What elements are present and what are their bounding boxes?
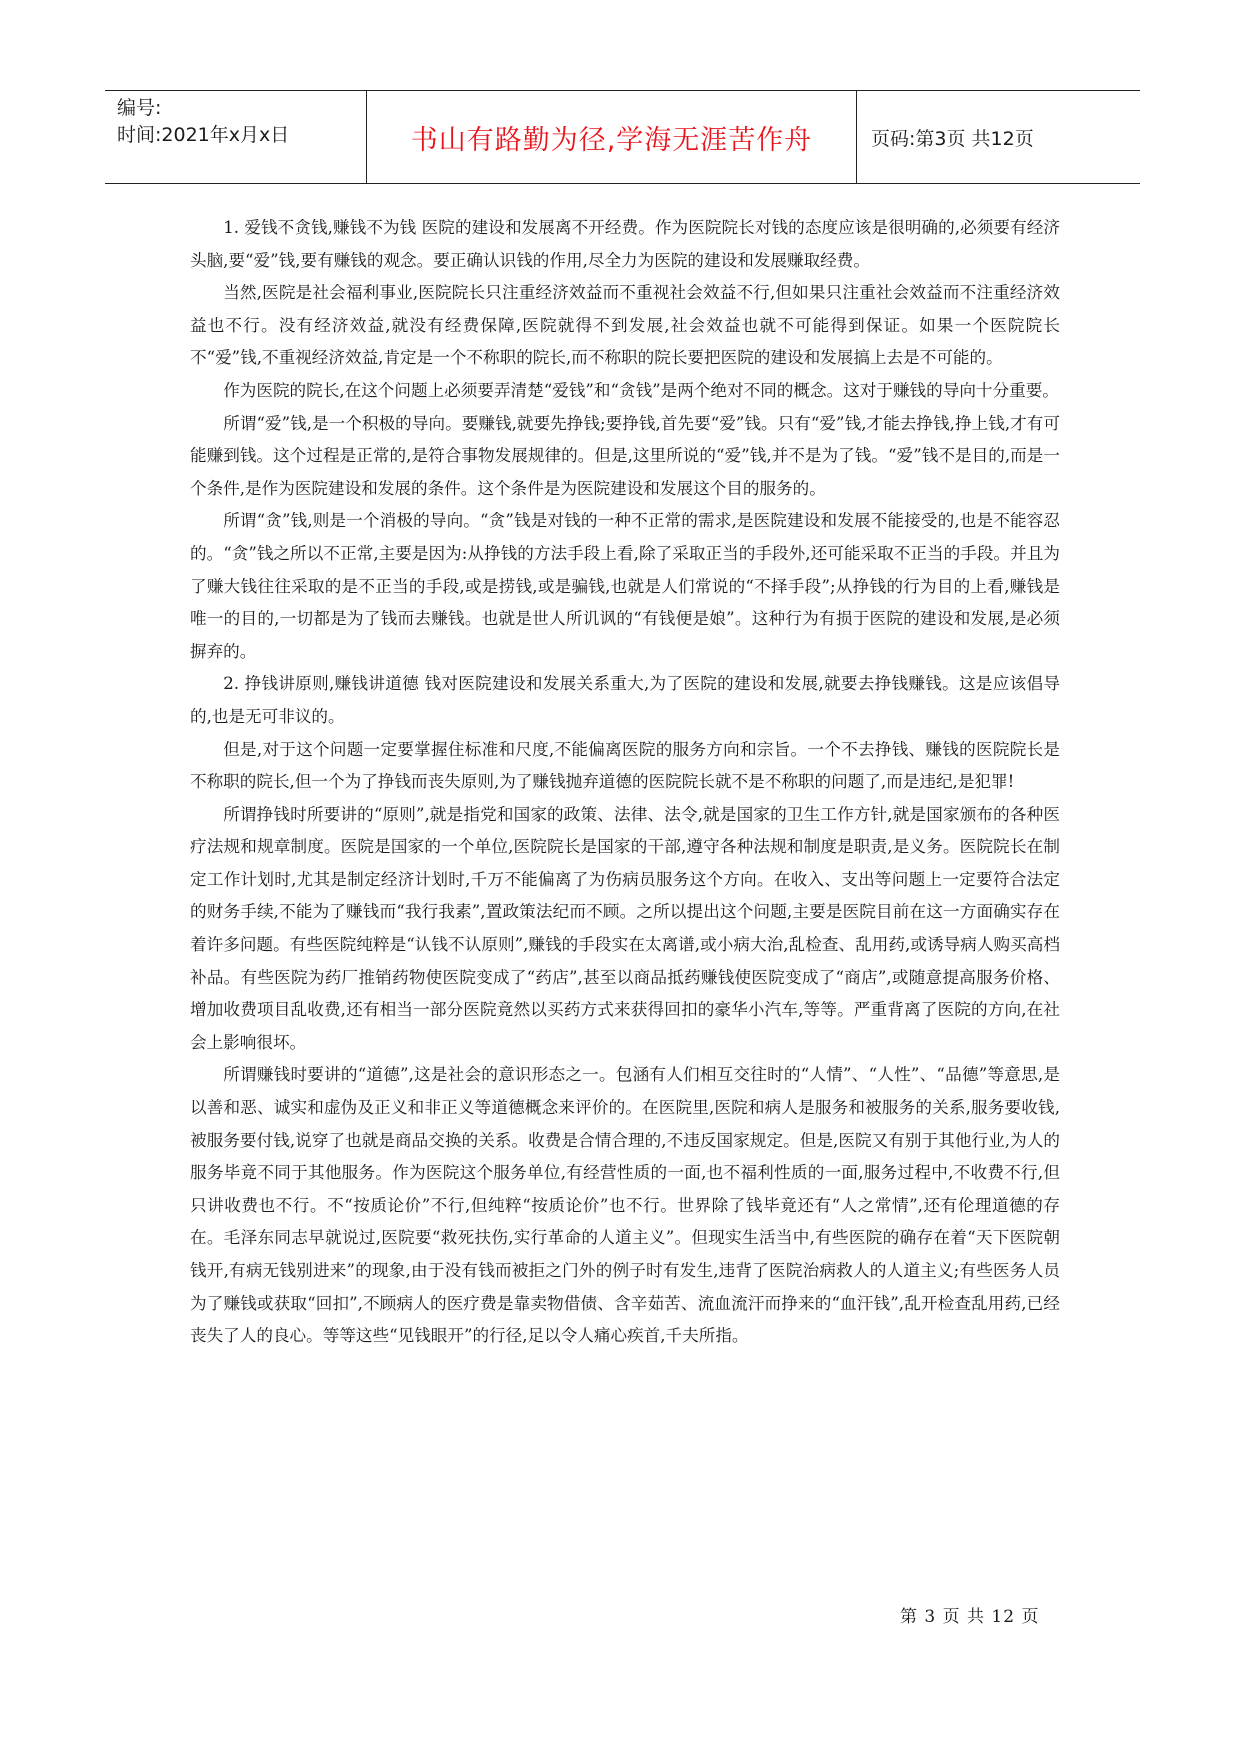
page-header [105,90,1140,184]
header-meta [105,91,367,183]
header-motto: 书山有路勤为径,学海无涯苦作舟 [367,91,857,183]
paragraph: 当然,医院是社会福利事业,医院院长只注重经济效益而不重视社会效益不行,但如果只注重社会效益而不注重经济效益也不行。没有经济效益,就没有经费保障,医院就得不到发展,社会效益也就不可能得到保证。如果一个医院院长不“爱”钱,不重视经济效益,肯定是一个不称职的院长,而不称职的院长要把医院的建设和发展搞上去是不可能的。 [190,283,1060,368]
paragraph: 1. 爱钱不贪钱,赚钱不为钱 医院的建设和发展离不开经费。作为医院院长对钱的态度应该是很明确的,必须要有经济头脑,要“爱”钱,要有赚钱的观念。要正确认识钱的作用,尽全力为医院的建设和发展赚取经费。 [190,218,1060,270]
paragraph: 2. 挣钱讲原则,赚钱讲道德 钱对医院建设和发展关系重大,为了医院的建设和发展,就要去挣钱赚钱。这是应该倡导的,也是无可非议的。 [190,674,1060,726]
paragraph: 所谓挣钱时所要讲的“原则”,就是指党和国家的政策、法律、法令,就是国家的卫生工作方针,就是国家颁布的各种医疗法规和规章制度。医院是国家的一个单位,医院院长是国家的干部,遵守各种法规和制度是职责,是义务。医院院长在制定工作计划时,尤其是制定经济计划时,千万不能偏离了为伤病员服务这个方向。在收入、支出等问题上一定要符合法定的财务手续,不能为了赚钱而“我行我素”,置政策法纪而不顾。之所以提出这个问题,主要是医院目前在这一方面确实存在着许多问题。有些医院纯粹是“认钱不认原则”,赚钱的手段实在太离谱,或小病大治,乱检查、乱用药,或诱导病人购买高档补品。有些医院为药厂推销药物使医院变成了“药店”,甚至以商品抵药赚钱使医院变成了“商店”,或随意提高服务价格、增加收费项目乱收费,还有相当一部分医院竟然以买药方式来获得回扣的豪华小汽车,等等。严重背离了医院的方向,在社会上影响很坏。 [190,804,1060,1052]
paragraph: 所谓赚钱时要讲的“道德”,这是社会的意识形态之一。包涵有人们相互交往时的“人情”、“人性”、“品德”等意思,是以善和恶、诚实和虚伪及正义和非正义等道德概念来评价的。在医院里,医院和病人是服务和被服务的关系,服务要收钱,被服务要付钱,说穿了也就是商品交换的关系。收费是合情合理的,不违反国家规定。但是,医院又有别于其他行业,为人的服务毕竟不同于其他服务。作为医院这个服务单位,有经营性质的一面,也不福利性质的一面,服务过程中,不收费不行,但只讲收费也不行。不“按质论价”不行,但纯粹“按质论价”也不行。世界除了钱毕竟还有“人之常情”,还有伦理道德的存在。毛泽东同志早就说过,医院要“救死扶伤,实行革命的人道主义”。但现实生活当中,有些医院的确存在着“天下医院朝钱开,有病无钱别进来”的现象,由于没有钱而被拒之门外的例子时有发生,违背了医院治病救人的人道主义;有些医务人员为了赚钱或获取“回扣”,不顾病人的医疗费是靠卖物借债、含辛茹苦、流血流汗而挣来的“血汗钱”,乱开检查乱用药,已经丧失了人的良心。等等这些“见钱眼开”的行径,足以令人痛心疾首,千夫所指。 [190,1065,1060,1346]
paragraph: 所谓“爱”钱,是一个积极的导向。要赚钱,就要先挣钱;要挣钱,首先要“爱”钱。只有“爱”钱,才能去挣钱,挣上钱,才有可能赚到钱。这个过程是正常的,是符合事物发展规律的。但是,这里所说的“爱”钱,并不是为了钱。“爱”钱不是目的,而是一个条件,是作为医院建设和发展的条件。这个条件是为医院建设和发展这个目的服务的。 [190,413,1060,498]
paragraph: 所谓“贪”钱,则是一个消极的导向。“贪”钱是对钱的一种不正常的需求,是医院建设和发展不能接受的,也是不能容忍的。“贪”钱之所以不正常,主要是因为:从挣钱的方法手段上看,除了采取正当的手段外,还可能采取不正当的手段。并且为了赚大钱往往采取的是不正当的手段,或是捞钱,或是骗钱,也就是人们常说的“不择手段”;从挣钱的行为目的上看,赚钱是唯一的目的,一切都是为了钱而去赚钱。也就是世人所讥讽的“有钱便是娘”。这种行为有损于医院的建设和发展,是必须摒弃的。 [190,511,1060,661]
header-page-number: 页码:第3页 共12页 [871,127,1034,150]
document-body [190,212,1060,1353]
paragraph: 但是,对于这个问题一定要掌握住标准和尺度,不能偏离医院的服务方向和宗旨。一个不去挣钱、赚钱的医院院长是不称职的院长,但一个为了挣钱而丧失原则,为了赚钱抛弃道德的医院院长就不是不称职的问题了,而是违纪,是犯罪! [190,739,1060,792]
document-number-label: 编号: [117,97,162,119]
page-footer: 第 3 页 共 12 页 [900,1607,1040,1627]
document-date-label: 时间:2021年x月x日 [117,124,290,146]
paragraph: 作为医院的院长,在这个问题上必须要弄清楚“爱钱”和“贪钱”是两个绝对不同的概念。这对于赚钱的导向十分重要。 [223,380,1059,400]
